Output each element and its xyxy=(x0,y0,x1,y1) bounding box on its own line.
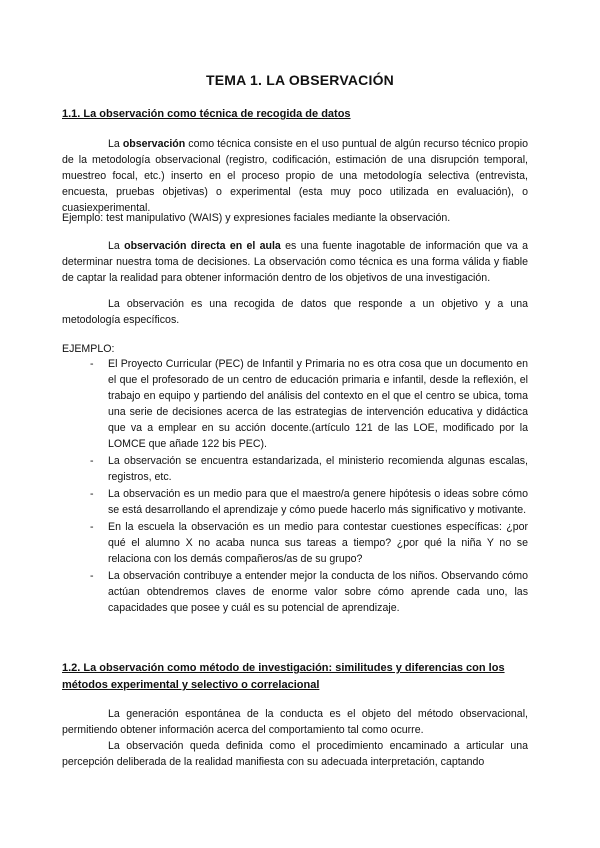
section-2-paragraph-2: La observación queda definida como el procedimiento encaminado a articular una percepción deliberada de la realidad manifiesta con su adecuada interpretación, captando xyxy=(62,740,528,768)
p2-rest: es una fuente inagotable de información que va a determinar nuestra toma de decisiones. La observación como técnica es una forma válida y fiable de captar la realidad para obtener información dentro de los objetivos de una investigación. xyxy=(62,240,528,284)
section-2-paragraph-1: La generación espontánea de la conducta es el objeto del método observacional, permitiendo obtener información acerca del comportamiento tal como ocurre. xyxy=(62,708,528,736)
p1-bold-term: observación xyxy=(122,138,186,150)
example-line: Ejemplo: test manipulativo (WAIS) y expresiones faciales mediante la observación. xyxy=(62,212,451,224)
list-item-text: La observación contribuye a entender mejor la conducta de los niños. Observando cómo actúan obtendremos claves de enorme valor sobre cómo aprende cada uno, las capacidades que posee y cuál es su potencial de aprendizaje. xyxy=(108,570,528,614)
section-1-paragraph-2 xyxy=(62,238,528,286)
list-item-text: La observación se encuentra estandarizada, el ministerio recomienda algunas escalas, registros, etc. xyxy=(108,455,528,483)
list-item-text: El Proyecto Curricular (PEC) de Infantil y Primaria no es otra cosa que un documento en el que el profesorado de un centro de educación primaria e infantil, desde la reflexión, el trabajo en equipo y partiendo del análisis del contexto en el que el centro se ubica, toma una serie de decisiones acerca de las estrategias de intervención educativa y didáctica que va a emplear en su acción docente.(artículo 121 de las LOE, modificado por la LOMCE que añade 122 bis PEC). xyxy=(108,358,528,450)
list-item xyxy=(62,453,528,485)
p1-lead: La xyxy=(108,138,123,150)
document-title: TEMA 1. LA OBSERVACIÓN xyxy=(206,72,394,88)
list-item xyxy=(62,519,528,567)
bullet-marker: - xyxy=(90,570,94,582)
example-bullet-list xyxy=(62,356,528,617)
example-label: EJEMPLO: xyxy=(62,343,115,355)
list-item-text: En la escuela la observación es un medio para contestar cuestiones específicas: ¿por qué el alumno X no acaba nunca sus tareas a tiempo? ¿por qué la niña Y no se relaciona con los demás compañeros/as de su grupo? xyxy=(108,521,528,565)
bullet-marker: - xyxy=(90,488,94,500)
bullet-marker: - xyxy=(90,521,94,533)
section-1-heading: 1.1. La observación como técnica de recogida de datos xyxy=(62,108,351,120)
bullet-marker: - xyxy=(90,455,94,467)
section-2-heading: 1.2. La observación como método de investigación: similitudes y diferencias con los métodos experimental y selectivo o correlacional xyxy=(62,662,505,691)
section-1-paragraph-3: La observación es una recogida de datos que responde a un objetivo y a una metodología específicos. xyxy=(62,298,528,326)
p2-lead: La xyxy=(108,240,125,252)
list-item xyxy=(62,356,528,452)
p1-rest: como técnica consiste en el uso puntual de algún recurso técnico propio de la metodología observacional (registro, codificación, estimación de una disrupción temporal, muestreo focal, etc.) inserto en el proceso propio de una metodología selectiva (entrevista, encuesta, pruebas objetivas) o experimental (esta muy poco utilizada en evaluación), o cuasiexperimental. xyxy=(62,138,528,214)
list-item xyxy=(62,486,528,518)
list-item-text: La observación es un medio para que el maestro/a genere hipótesis o ideas sobre cómo se está desarrollando el aprendizaje y cómo puede hacerlo más significativo y motivante. xyxy=(108,488,528,516)
p2-bold-term: observación directa en el aula xyxy=(124,240,281,252)
list-item xyxy=(62,568,528,616)
section-1-paragraph-1 xyxy=(62,136,528,216)
bullet-marker: - xyxy=(90,358,94,370)
